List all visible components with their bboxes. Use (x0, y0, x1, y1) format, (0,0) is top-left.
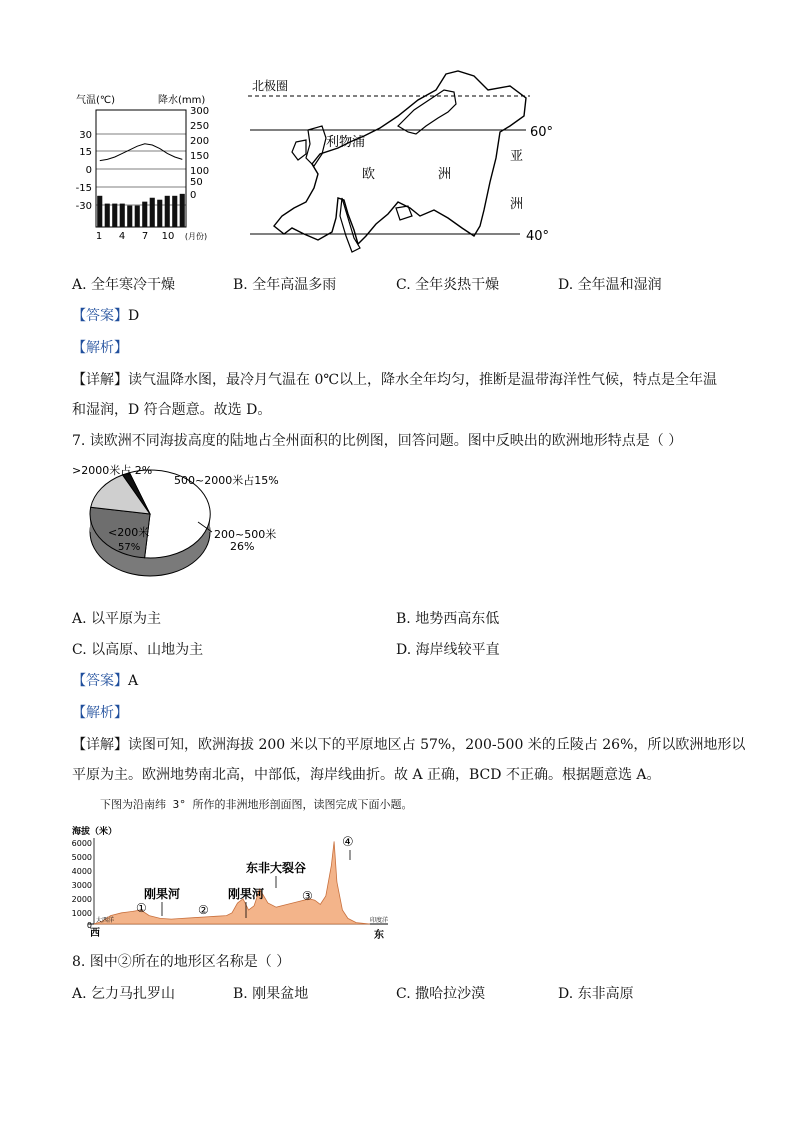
map-label-zhou2: 洲 (510, 197, 524, 212)
q6-answer: D (128, 308, 140, 324)
profile-y-label: 海拔（米） (72, 827, 118, 837)
temp-axis-label: 气温(℃) (76, 95, 116, 106)
q8-option-a[interactable]: A. 乞力马扎罗山 (72, 986, 176, 1002)
q6-analysis-tag: 【解析】 (72, 340, 128, 356)
month-ticks (96, 231, 175, 242)
east-ocean-label: 印度洋 (370, 917, 389, 924)
month-tick: 7 (141, 231, 149, 242)
precip-bar (172, 196, 177, 227)
pie-label-500-2000: 500~2000米占15% (174, 474, 279, 487)
precip-tick: 150 (190, 151, 210, 162)
pie-label-200-500-pct: 26% (230, 540, 255, 553)
precip-ticks (190, 106, 209, 201)
arctic-circle-label: 北极圈 (252, 79, 289, 93)
map-label-zhou: 洲 (438, 167, 452, 182)
q7-stem: 7. 读欧洲不同海拔高度的陆地占全州面积的比例图，回答问题。图中反映出的欧洲地形特点是（ ） (72, 433, 683, 449)
pie-label-lt200-pct: 57% (118, 542, 141, 553)
elevation-pie-chart (70, 458, 310, 598)
precip-bar (112, 204, 117, 227)
profile-y-tick: 3000 (71, 881, 92, 890)
month-tick: 1 (95, 231, 103, 242)
q8-option-d[interactable]: D. 东非高原 (558, 986, 634, 1002)
q6-answer-line (72, 306, 139, 326)
profile-y-tick: 6000 (71, 839, 92, 848)
congo-river-label-2: 刚果河 (228, 887, 265, 901)
precip-axis-label: 降水(mm) (158, 95, 206, 106)
detail-tag: 【详解】 (72, 372, 128, 388)
precip-tick: 50 (190, 177, 203, 188)
africa-profile-chart (70, 824, 400, 942)
profile-y-tick: 2000 (71, 895, 92, 904)
scandinavia-outline (398, 90, 456, 134)
marker-1: ① (136, 901, 147, 915)
profile-y-ticks (72, 839, 92, 930)
precip-bar (135, 206, 140, 227)
precip-bars (97, 194, 185, 227)
q7-detail-text-1: 读图可知，欧洲海拔 200 米以下的平原地区占 57%，200-500 米的丘陵占 26%，所以欧洲地形以 (128, 737, 746, 753)
temp-curve (100, 144, 183, 161)
precip-tick: 100 (190, 166, 210, 177)
q6-detail-text-1: 读气温降水图，最冷月气温在 0℃以上，降水全年均匀，推断是温带海洋性气候，特点是全年温 (128, 372, 718, 388)
q7-option-b[interactable]: B. 地势西高东低 (396, 611, 500, 627)
q7-detail-line-1 (72, 735, 745, 755)
profile-y-tick: 5000 (71, 853, 92, 862)
answer-tag: 【答案】 (72, 673, 128, 689)
profile-y-tick: 1000 (71, 909, 92, 918)
precip-tick: 0 (190, 190, 197, 201)
italy-outline (340, 198, 360, 252)
q7-detail-line-2: 平原为主。欧洲地势南北高，中部低，海岸线曲折。故 A 正确，BCD 不正确。根据题意选 A。 (72, 767, 661, 783)
profile-intro: 下图为沿南纬 3° 所作的非洲地形剖面图，读图完成下面小题。 (100, 798, 413, 811)
precip-tick: 200 (190, 136, 210, 147)
q6-option-c[interactable]: C. 全年炎热干燥 (396, 277, 500, 293)
q7-option-a[interactable]: A. 以平原为主 (72, 611, 162, 627)
temp-tick: 30 (79, 130, 92, 141)
west-ocean-label: 大西洋 (96, 917, 115, 924)
precip-tick: 250 (190, 121, 210, 132)
europe-coastline (274, 71, 526, 244)
precip-bar (142, 202, 147, 227)
q6-option-d[interactable]: D. 全年温和湿润 (558, 277, 662, 293)
pie-label-lt200: <200米 (108, 526, 150, 539)
q8-option-b[interactable]: B. 刚果盆地 (233, 986, 309, 1002)
q7-answer-line (72, 671, 138, 691)
profile-y-tick: 0 (86, 921, 92, 930)
pie-label-200-500: 200~500米 (214, 528, 277, 541)
precip-bar (180, 194, 185, 227)
europe-map (248, 68, 558, 256)
lat60-label: 60° (530, 125, 554, 140)
q7-option-c[interactable]: C. 以高原、山地为主 (72, 642, 204, 658)
precip-bar (120, 204, 125, 227)
congo-river-label-1: 刚果河 (144, 887, 181, 901)
month-unit: (月份) (184, 232, 208, 241)
q6-option-b[interactable]: B. 全年高温多雨 (233, 277, 337, 293)
precip-tick: 300 (190, 106, 210, 117)
profile-y-tick: 4000 (71, 867, 92, 876)
precip-bar (105, 204, 110, 227)
precip-bar (150, 198, 155, 227)
q6-detail-line-2: 和湿润，D 符合题意。故选 D。 (72, 402, 272, 418)
answer-tag: 【答案】 (72, 308, 128, 324)
temp-tick: 0 (85, 165, 92, 176)
rift-valley-label: 东非大裂谷 (246, 861, 307, 875)
q6-detail-line-1 (72, 370, 717, 390)
temp-ticks (76, 130, 92, 212)
map-label-ou: 欧 (362, 167, 376, 182)
ireland-outline (292, 140, 306, 160)
marker-4: ④ (342, 835, 354, 850)
month-tick: 10 (161, 231, 175, 242)
q7-option-d[interactable]: D. 海岸线较平直 (396, 642, 500, 658)
precip-bar (157, 200, 162, 227)
precip-bar (127, 206, 132, 227)
q8-stem: 8. 图中②所在的地形区名称是（ ） (72, 954, 291, 970)
east-label: 东 (374, 930, 384, 941)
precip-bar (97, 196, 102, 227)
q7-answer: A (128, 673, 139, 689)
liverpool-label: 利物浦 (326, 135, 366, 150)
q6-option-a[interactable]: A. 全年寒冷干燥 (72, 277, 176, 293)
precip-bar (165, 196, 170, 227)
west-label: 西 (90, 928, 100, 939)
pie-label-gt2000: >2000米占 2% (72, 464, 153, 477)
lat40-label: 40° (526, 229, 550, 244)
marker-3: ③ (302, 889, 313, 903)
climate-chart (70, 88, 220, 248)
q7-analysis-tag: 【解析】 (72, 705, 128, 721)
temp-tick: 15 (79, 147, 92, 158)
temp-tick: -15 (75, 183, 92, 194)
map-label-ya: 亚 (510, 149, 524, 164)
q8-option-c[interactable]: C. 撒哈拉沙漠 (396, 986, 486, 1002)
month-tick: 4 (118, 231, 126, 242)
detail-tag: 【详解】 (72, 737, 128, 753)
temp-tick: -30 (75, 201, 92, 212)
marker-2: ② (198, 903, 209, 917)
